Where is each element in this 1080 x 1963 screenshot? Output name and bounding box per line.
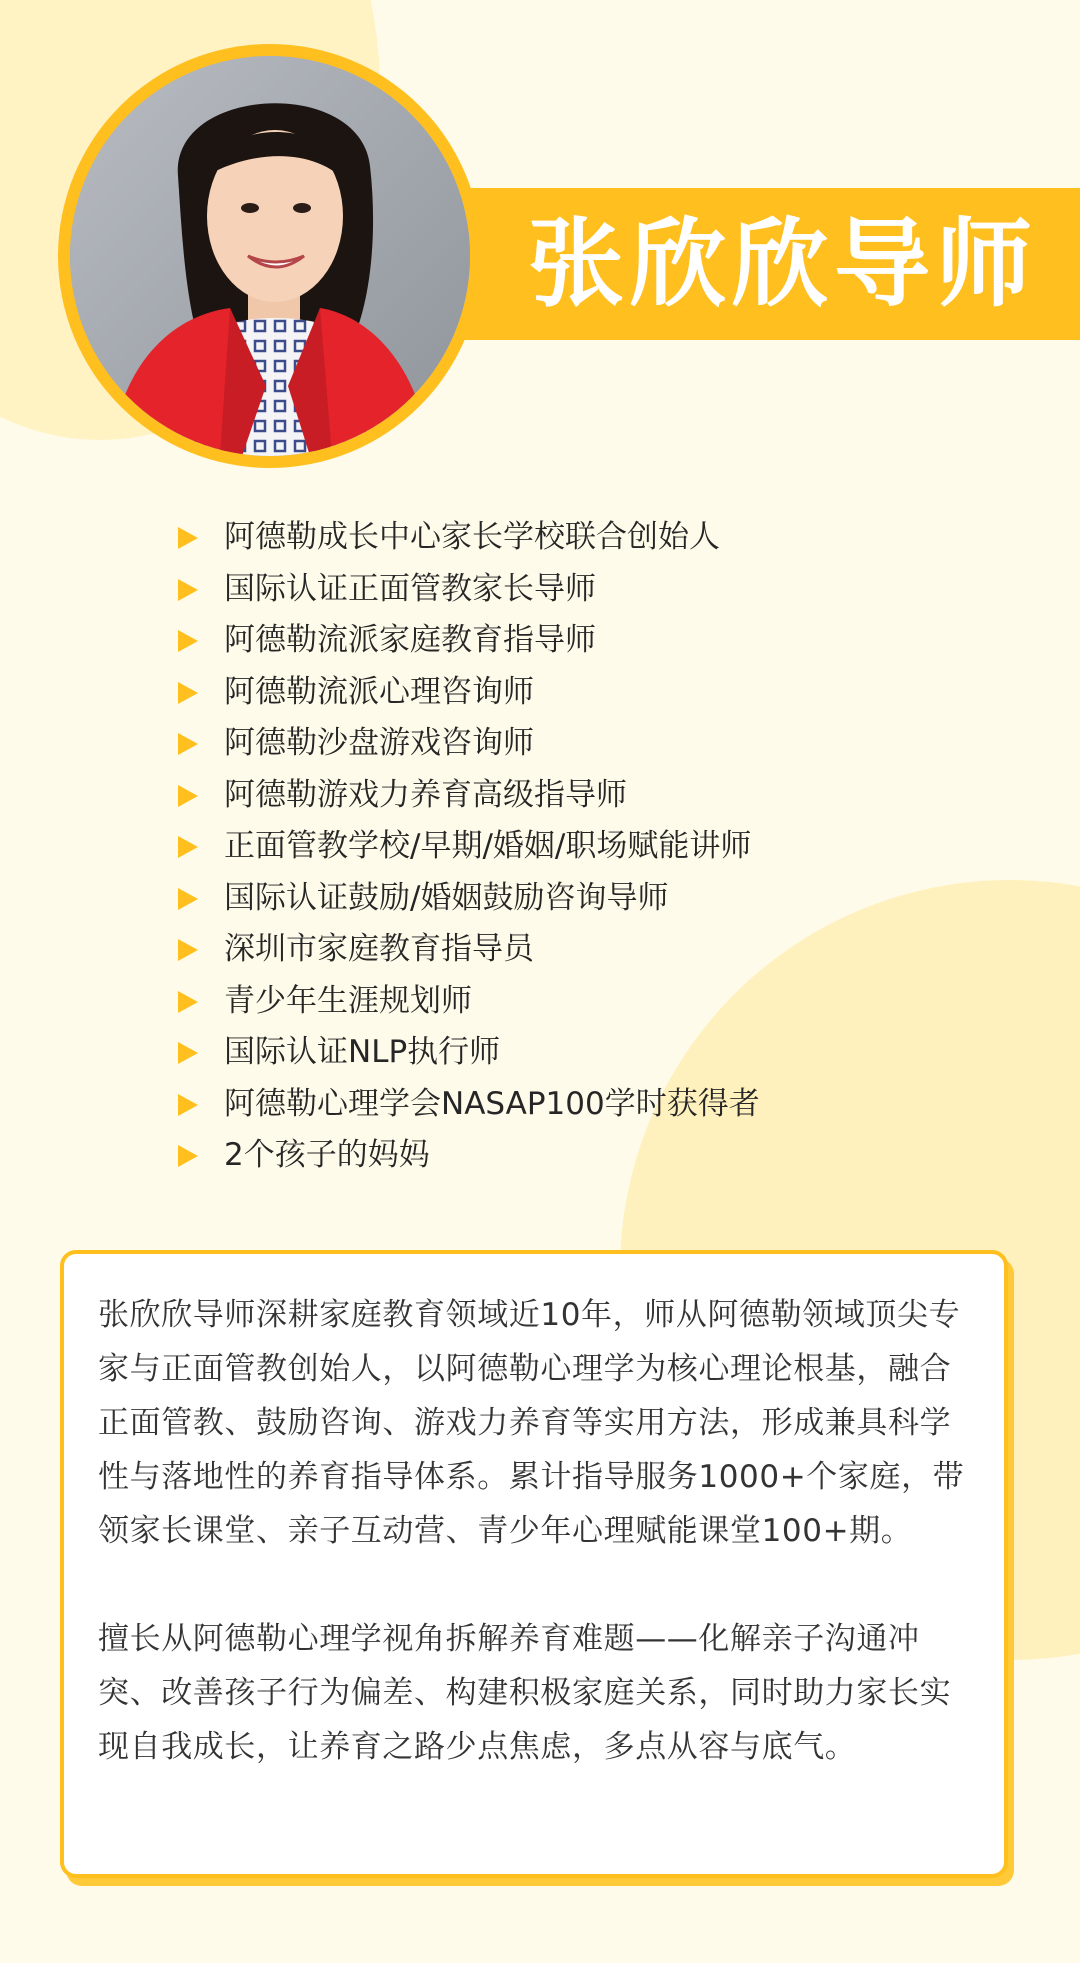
credential-text: 阿德勒流派家庭教育指导师	[224, 622, 596, 658]
triangle-bullet-icon	[178, 733, 198, 755]
triangle-bullet-icon	[178, 579, 198, 601]
credential-text: 国际认证鼓励/婚姻鼓励咨询导师	[224, 879, 669, 916]
triangle-bullet-icon	[178, 1042, 198, 1064]
credential-text: 阿德勒心理学会NASAP100学时获得者	[224, 1085, 760, 1122]
bio-paragraph-2: 擅长从阿德勒心理学视角拆解养育难题——化解亲子沟通冲突、改善孩子行为偏差、构建积极家庭关系，同时助力家长实现自我成长，让养育之路少点焦虑，多点从容与底气。	[98, 1621, 952, 1765]
credential-item	[172, 924, 760, 976]
credential-text: 阿德勒沙盘游戏咨询师	[224, 725, 534, 761]
mentor-name-title: 张欣欣导师	[528, 208, 1038, 320]
triangle-bullet-icon	[178, 836, 198, 858]
triangle-bullet-icon	[178, 630, 198, 652]
credential-item	[172, 1130, 760, 1182]
credential-text: 阿德勒游戏力养育高级指导师	[224, 776, 627, 813]
credential-text: 深圳市家庭教育指导员	[224, 931, 534, 967]
credential-item	[172, 512, 760, 564]
triangle-bullet-icon	[178, 888, 198, 910]
credential-text: 正面管教学校/早期/婚姻/职场赋能讲师	[224, 828, 752, 864]
triangle-bullet-icon	[178, 1094, 198, 1116]
bio-card	[60, 1250, 1008, 1878]
credential-item	[172, 976, 760, 1028]
credential-item	[172, 718, 760, 770]
bio-paragraph-1: 张欣欣导师深耕家庭教育领域近10年，师从阿德勒领域顶尖专家与正面管教创始人，以阿德勒心理学为核心理论根基，融合正面管教、鼓励咨询、游戏力养育等实用方法，形成兼具科学性与落地性的养育指导体系。累计指导服务1000+个家庭，带领家长课堂、亲子互动营、青少年心理赋能课堂100+期。	[98, 1297, 965, 1549]
credential-item	[172, 564, 760, 616]
credential-item	[172, 821, 760, 873]
credentials-list	[172, 512, 760, 1182]
triangle-bullet-icon	[178, 991, 198, 1013]
credential-item	[172, 873, 760, 925]
credential-text: 2个孩子的妈妈	[224, 1137, 430, 1173]
credential-item	[172, 1027, 760, 1079]
triangle-bullet-icon	[178, 939, 198, 961]
credential-text: 阿德勒流派心理咨询师	[224, 673, 534, 710]
triangle-bullet-icon	[178, 785, 198, 807]
credential-text: 国际认证NLP执行师	[224, 1034, 501, 1070]
credential-text: 阿德勒成长中心家长学校联合创始人	[224, 519, 720, 555]
credential-item	[172, 1079, 760, 1131]
credential-item	[172, 770, 760, 822]
credential-text: 国际认证正面管教家长导师	[224, 570, 596, 607]
triangle-bullet-icon	[178, 1145, 198, 1167]
credential-text: 青少年生涯规划师	[224, 982, 472, 1019]
credential-item	[172, 667, 760, 719]
mentor-portrait-photo	[70, 56, 470, 456]
triangle-bullet-icon	[178, 527, 198, 549]
triangle-bullet-icon	[178, 682, 198, 704]
credential-item	[172, 615, 760, 667]
